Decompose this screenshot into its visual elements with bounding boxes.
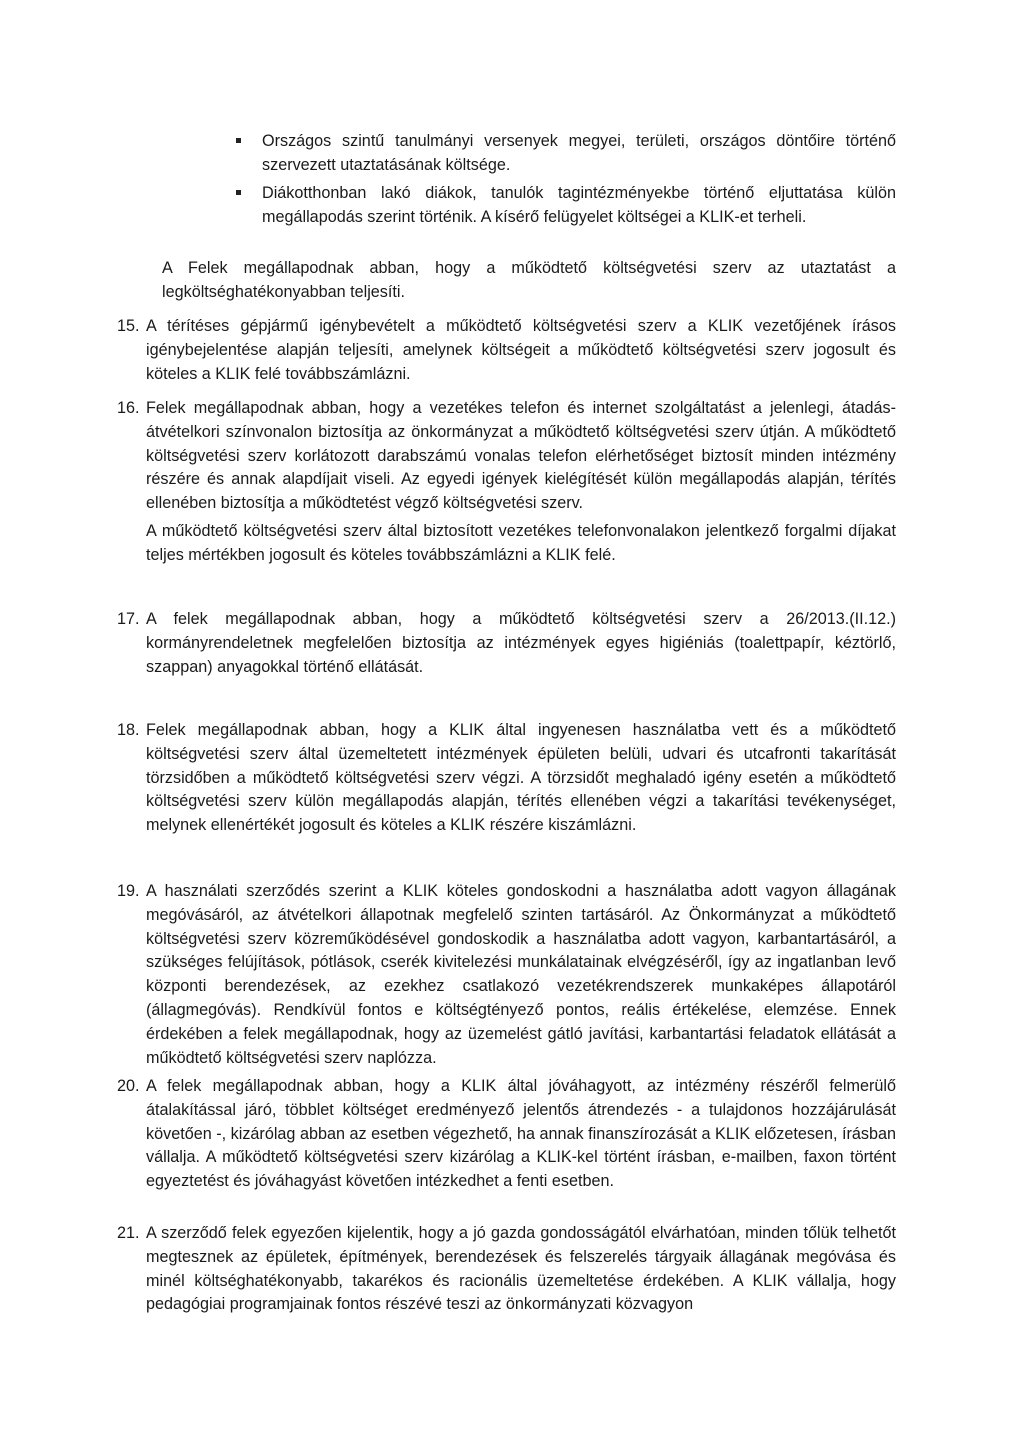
item-paragraph: A felek megállapodnak abban, hogy a KLIK által jóváhagyott, az intézmény részéről felmerülő átalakítással járó, többlet költséget eredményező jelentős átrendezés - a tulajdonos hozzájárulását követően -, kizárólag abban az esetben végezhető, ha annak finanszírozását a KLIK előzetesen, írásban vállalja. A működtető költségvetési szerv kizárólag a KLIK-kel történt írásban, e-mailben, faxon történt egyeztetést és jóváhagyást követően intézkedhet a fenti esetben. — [146, 1077, 896, 1191]
item-number: 15. — [117, 317, 140, 335]
bullet-item — [236, 182, 896, 230]
item-number: 21. — [117, 1224, 140, 1242]
numbered-item — [117, 1075, 896, 1194]
bullet-text: Országos szintű tanulmányi versenyek megyei, területi, országos döntőire történő szervezett utaztatásának költsége. — [262, 132, 896, 174]
item-paragraph: A működtető költségvetési szerv által biztosított vezetékes telefonvonalakon jelentkező forgalmi díjakat teljes mértékben jogosult és köteles továbbszámlázni a KLIK felé. — [146, 522, 896, 564]
item-paragraph: Felek megállapodnak abban, hogy a vezetékes telefon és internet szolgáltatást a jelenlegi, átadás-átvételkori színvonalon biztosítja az önkormányzat a működtető költségvetési szerv útján. A működtető költségvetési szerv korlátozott darabszámú vonalas telefon elérhetőséget biztosít minden intézmény részére és annak alapdíjait viseli. Az egyedi igények kielégítését külön megállapodás alapján, térítés ellenében biztosítja a működtetést végző költségvetési szerv. — [146, 399, 896, 513]
item-paragraph: A felek megállapodnak abban, hogy a működtető költségvetési szerv a 26/2013.(II.12.) kormányrendeletnek megfelelően biztosítja az intézmények egyes higiéniás (toalettpapír, kéztörlő, szappan) anyagokkal történő ellátását. — [146, 610, 896, 676]
item-number: 16. — [117, 399, 140, 417]
numbered-item — [117, 397, 896, 516]
bullet-marker — [236, 190, 241, 195]
numbered-item — [117, 315, 896, 386]
bullet-item — [236, 130, 896, 178]
item-number: 18. — [117, 721, 140, 739]
numbered-item — [117, 880, 896, 1070]
numbered-item — [117, 719, 896, 838]
item-number: 20. — [117, 1077, 140, 1095]
item-paragraph: A használati szerződés szerint a KLIK köteles gondoskodni a használatba adott vagyon állagának megóvásáról, az átvételkori állapotnak megfelelő szinten tartásáról. Az Önkormányzat a működtető költségvetési szerv közreműködésével gondoskodik a használatba adott vagyon, karbantartásáról, a szükséges felújítások, pótlások, cserék kivitelezési munkálatainak elvégzéséről, így az ingatlanban levő központi berendezések, az ezekhez csatlakozó vezetékrendszerek munkaképes állapotáról (állagmegóvás). Rendkívül fontos e költségtényező pontos, reális értékelése, elemzése. Ennek érdekében a felek megállapodnak, hogy az üzemelést gátló javítási, karbantartási feladatok ellátását a működtető költségvetési szerv naplózza. — [146, 882, 896, 1067]
numbered-item — [117, 608, 896, 679]
bullet-text: Diákotthonban lakó diákok, tanulók tagintézményekbe történő eljuttatása külön megállapodás szerint történik. A kísérő felügyelet költségei a KLIK-et terheli. — [262, 184, 896, 226]
item-paragraph: A térítéses gépjármű igénybevételt a működtető költségvetési szerv a KLIK vezetőjének írásos igénybejelentése alapján teljesíti, amelynek költségeit a működtető költségvetési szerv jogosult és köteles a KLIK felé továbbszámlázni. — [146, 317, 896, 383]
item-paragraph: A szerződő felek egyezően kijelentik, hogy a jó gazda gondosságától elvárhatóan, minden tőlük telhetőt megtesznek az épületek, építmények, berendezések és felszerelés tárgyaik állagának megóvása és minél költséghatékonyabb, takarékos és racionális üzemeltetése érdekében. A KLIK vállalja, hogy pedagógiai programjainak fontos részévé teszi az önkormányzati közvagyon — [146, 1224, 896, 1314]
bullet-marker — [236, 138, 241, 143]
intro-paragraph: A Felek megállapodnak abban, hogy a működtető költségvetési szerv az utaztatást a legköltséghatékonyabban teljesíti. — [162, 259, 896, 301]
numbered-item — [117, 1222, 896, 1317]
item-number: 19. — [117, 882, 140, 900]
item-number: 17. — [117, 610, 140, 628]
item-paragraph: Felek megállapodnak abban, hogy a KLIK által ingyenesen használatba vett és a működtető költségvetési szerv által üzemeltetett intézmények épületen belüli, udvari és utcafronti takarítását törzsidőben a működtető költségvetési szerv végzi. A törzsidőt meghaladó igény esetén a működtető költségvetési szerv külön megállapodás alapján, térítés ellenében végzi a takarítási tevékenységet, melynek ellenértékét jogosult és köteles a KLIK részére kiszámlázni. — [146, 721, 896, 835]
